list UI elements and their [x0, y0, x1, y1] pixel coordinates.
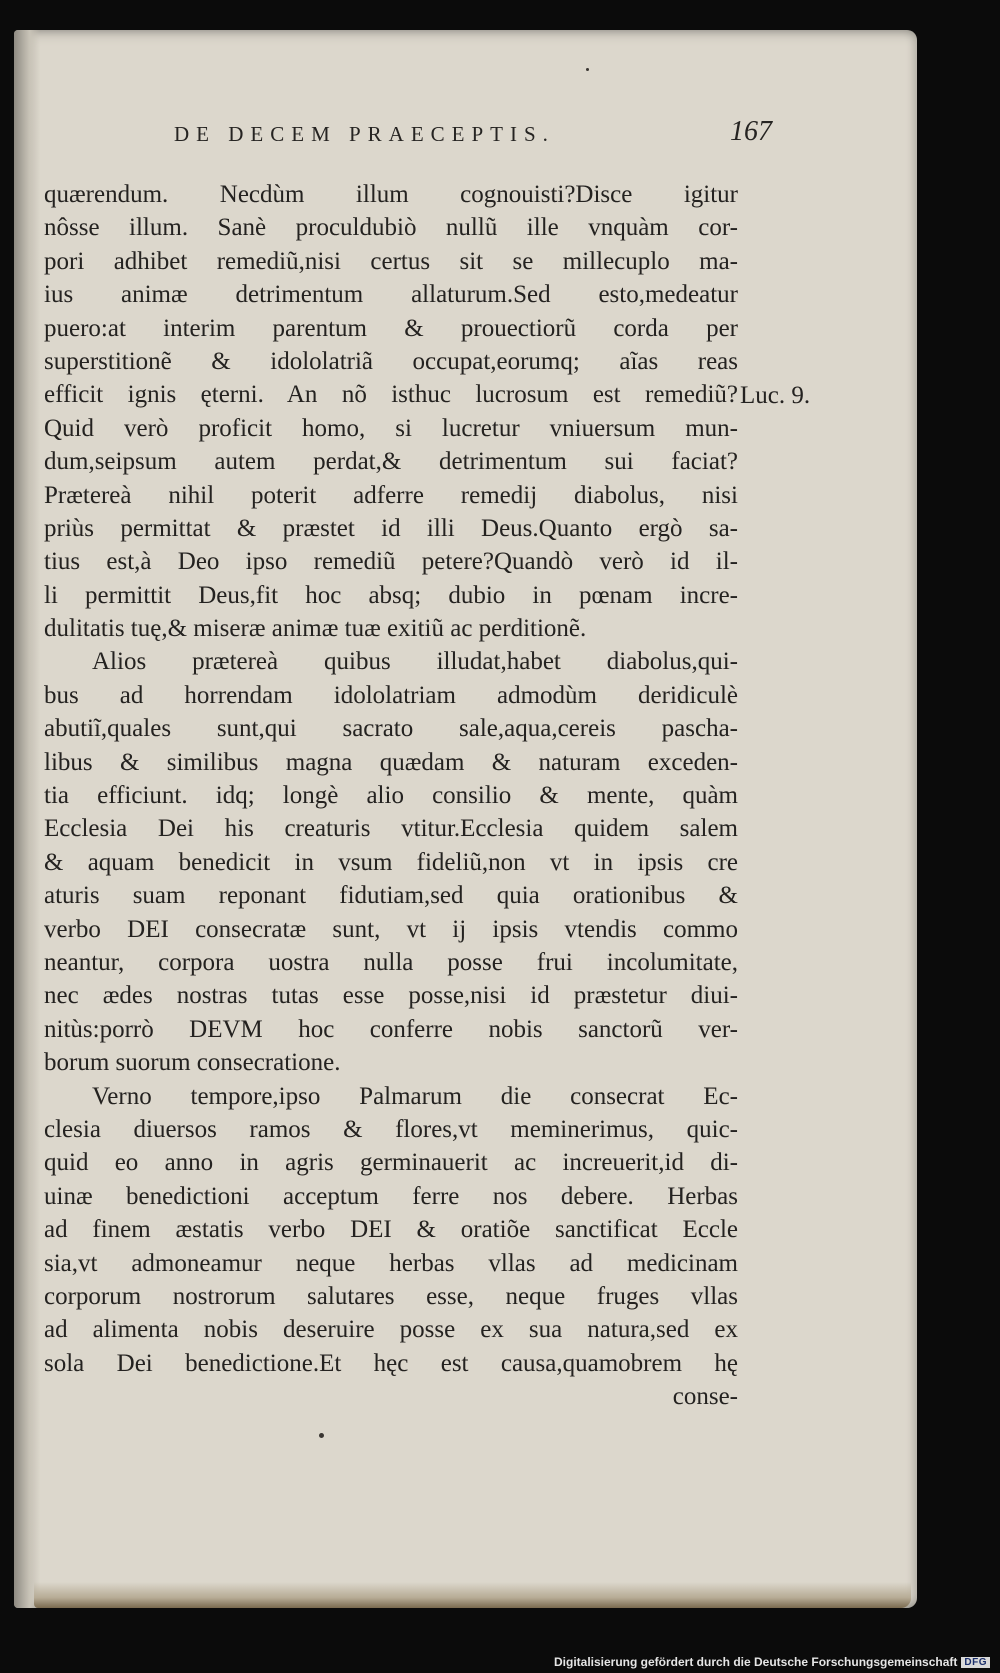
text-line: pori adhibet remediũ,nisi certus sit se millecuplo ma-	[44, 247, 738, 275]
text-line: ad alimenta nobis deseruire posse ex sua natura,sed ex	[44, 1316, 738, 1344]
text-line: aturis suam reponant fidutiam,sed quia orationibus &	[44, 882, 738, 910]
text-line: ad finem æstatis verbo DEI & oratiõe sanctificat Eccle	[44, 1216, 738, 1244]
body-text	[44, 178, 738, 1413]
page-gutter-shadow	[14, 30, 40, 1608]
text-line: quid eo anno in agris germinauerit ac increuerit,id di-	[44, 1149, 738, 1177]
margin-note: Luc. 9.	[740, 382, 811, 409]
text-line: abutiĩ,quales sunt,qui sacrato sale,aqua,cereis pascha-	[44, 715, 738, 743]
ink-speck	[319, 1433, 324, 1438]
text-line: puero:at interim parentum & prouectiorũ corda per	[44, 314, 738, 342]
text-line: sia,vt admoneamur neque herbas vllas ad medicinam	[44, 1249, 738, 1277]
text-line: dum,seipsum autem perdat,& detrimentum sui faciat?	[44, 448, 738, 476]
text-line: Prætereà nihil poterit adferre remedij diabolus, nisi	[44, 481, 738, 509]
text-line: quærendum. Necdùm illum cognouisti?Disce igitur	[44, 181, 738, 208]
text-line: libus & similibus magna quædam & naturam exceden-	[44, 748, 738, 776]
footer-text: Digitalisierung gefördert durch die Deutsche Forschungsgemeinschaft	[553, 1655, 958, 1669]
page-number: 167	[730, 116, 772, 147]
text-line: ius animæ detrimentum allaturum.Sed esto,medeatur	[44, 281, 738, 309]
text-line: Alios prætereà quibus illudat,habet diabolus,qui-	[92, 648, 738, 676]
dfg-logo: DFG	[961, 1657, 990, 1668]
ink-speck	[586, 68, 589, 71]
text-line: tia efficiunt. idq; longè alio consilio & mente, quàm	[44, 782, 738, 810]
text-line: nôsse illum. Sanè proculdubiò nullũ ille vnquàm cor-	[44, 214, 738, 242]
text-line: dulitatis tuę,& miseræ animæ tuæ exitiũ ac perditionẽ.	[44, 615, 587, 643]
text-line: sola Dei benedictione.Et hęc est causa,quamobrem hę	[44, 1349, 738, 1377]
text-line: Ecclesia Dei his creaturis vtitur.Ecclesia quidem salem	[44, 815, 738, 843]
text-line: & aquam benedicit in vsum fideliũ,non vt in ipsis cre	[44, 848, 738, 876]
paper-page	[14, 30, 917, 1608]
text-line: Quid verò proficit homo, si lucretur vniuersum mun-	[44, 414, 738, 442]
text-line: tius est,à Deo ipso remediũ petere?Quandò verò id il-	[44, 548, 738, 576]
text-line: corporum nostrorum salutares esse, neque fruges vllas	[44, 1282, 738, 1310]
text-line: verbo DEI consecratæ sunt, vt ij ipsis vtendis commo	[44, 915, 738, 943]
text-line: bus ad horrendam idololatriam admodùm deridiculè	[44, 681, 738, 709]
text-line: Verno tempore,ipso Palmarum die consecrat Ec-	[92, 1082, 738, 1110]
text-line: borum suorum consecratione.	[44, 1049, 341, 1077]
page-bottom-edge	[34, 1582, 911, 1608]
text-line: uinæ benedictioni acceptum ferre nos debere. Herbas	[44, 1182, 738, 1210]
digitization-footer	[554, 1655, 990, 1669]
text-line: nec ædes nostras tutas esse posse,nisi id præstetur diui-	[44, 982, 738, 1010]
text-line: priùs permittat & præstet id illi Deus.Quanto ergò sa-	[44, 514, 738, 542]
text-line: conse-	[672, 1383, 738, 1411]
running-head: DE DECEM PRAECEPTIS.	[174, 122, 555, 146]
text-line: superstitionẽ & idololatriã occupat,eorumq; aĩas reas	[44, 347, 738, 375]
text-line: neantur, corpora uostra nulla posse frui incolumitate,	[44, 948, 738, 976]
text-line: nitùs:porrò DEVM hoc conferre nobis sanctorũ ver-	[44, 1015, 738, 1043]
text-line: li permittit Deus,fit hoc absq; dubio in pœnam incre-	[44, 581, 738, 609]
text-line: efficit ignis ęterni. An nõ isthuc lucrosum est remediũ?	[44, 381, 738, 409]
text-line: clesia diuersos ramos & flores,vt meminerimus, quic-	[44, 1115, 738, 1143]
